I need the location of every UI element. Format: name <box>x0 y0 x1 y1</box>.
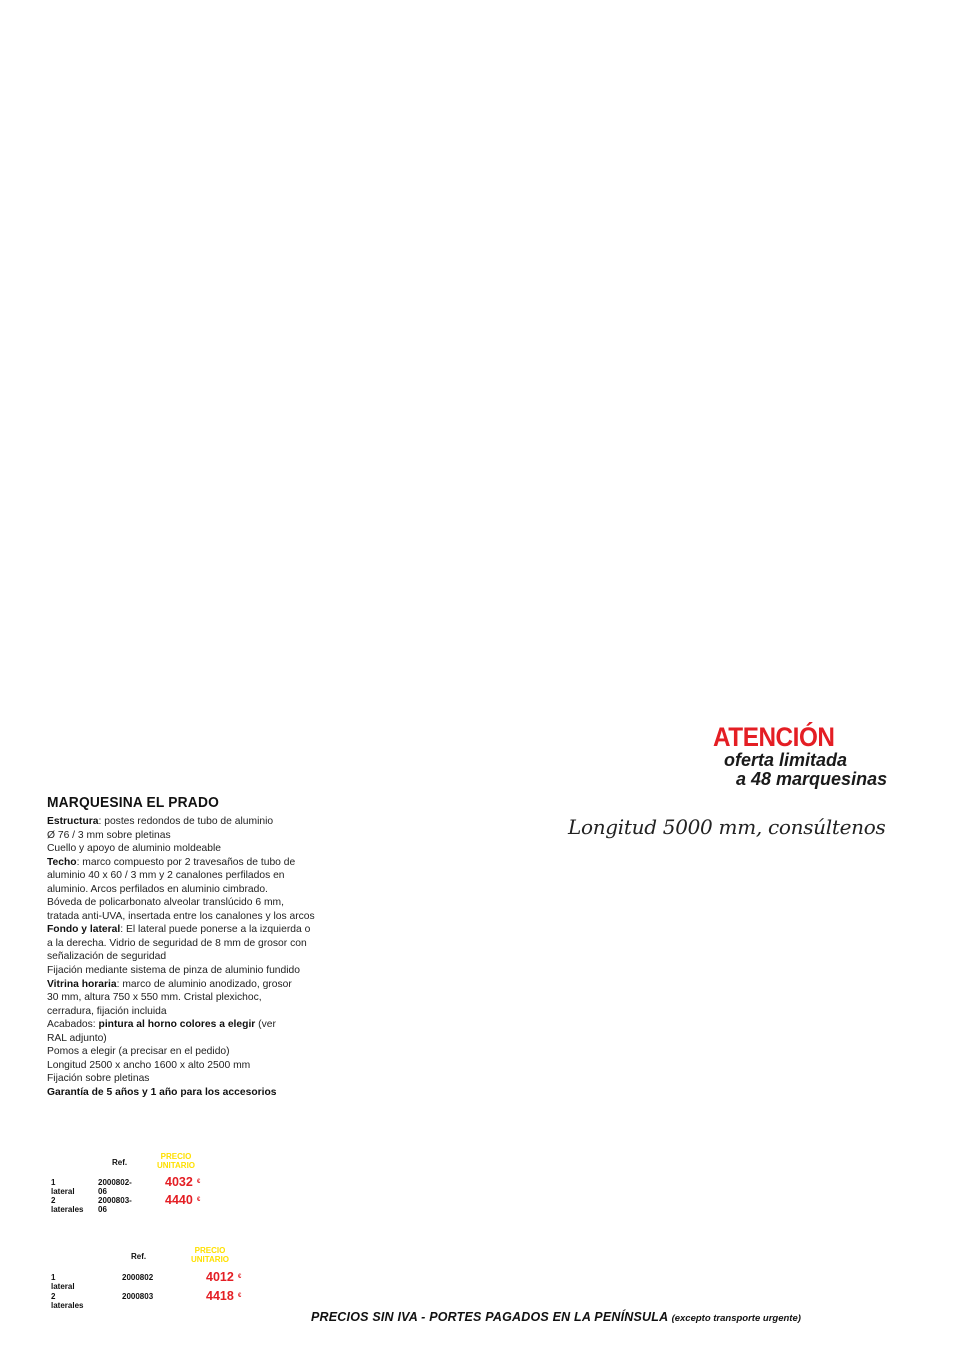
footer-sub: (excepto transporte urgente) <box>671 1313 801 1324</box>
table1-row-2-label: 2 laterales <box>51 1196 84 1214</box>
table1-header-ref: Ref. <box>112 1158 128 1167</box>
description-line <box>47 829 347 843</box>
description-line <box>47 950 347 964</box>
description-line <box>47 991 347 1005</box>
table1-row-2-ref: 2000803-06 <box>98 1196 132 1214</box>
description-text: : marco de aluminio anodizado, grosor <box>116 978 292 990</box>
footer-main: PRECIOS SIN IVA - PORTES PAGADOS EN LA PENÍNSULA <box>311 1310 668 1324</box>
table1-row-1-ref: 2000802-06 <box>98 1178 132 1196</box>
table2-row-1-price: 4012 <box>206 1270 234 1284</box>
description-text: señalización de seguridad <box>47 951 167 963</box>
description-line <box>47 1086 347 1100</box>
description-text: 30 mm, altura 750 x 550 mm. Cristal plexichoc, <box>47 992 262 1004</box>
table1-row-1-label: 1 lateral <box>51 1178 75 1196</box>
description-bold-term: Garantía de 5 años y 1 año para los accesorios <box>47 1086 277 1098</box>
description-text: RAL adjunto) <box>47 1032 107 1044</box>
table2-header-precio-line2: UNITARIO <box>190 1255 230 1264</box>
description-line <box>47 842 347 856</box>
table1-row-1-price: 4032 <box>165 1175 193 1189</box>
table2-row-2-price: 4418 <box>206 1289 234 1303</box>
table1-row-1-currency: € <box>197 1179 201 1185</box>
description-text: tratada anti-UVA, insertada entre los canalones y los arcos <box>47 910 315 922</box>
description-text: Cuello y apoyo de aluminio moldeable <box>47 843 222 855</box>
description-text: Pomos a elegir (a precisar en el pedido) <box>47 1046 230 1058</box>
description-text: cerradura, fijación incluida <box>47 1005 167 1017</box>
table2-row-1-ref: 2000802 <box>122 1273 154 1282</box>
description-line <box>47 964 347 978</box>
atencion-heading: ATENCIÓN <box>713 722 835 752</box>
description-line <box>47 1059 347 1073</box>
description-line <box>47 978 347 992</box>
table1-row-2-currency: € <box>197 1197 201 1203</box>
description-text: : postes redondos de tubo de aluminio <box>98 816 274 827</box>
description-line <box>47 869 347 883</box>
table2-header-precio <box>186 1246 234 1264</box>
description-text: Fijación sobre pletinas <box>47 1073 150 1085</box>
description-line <box>47 856 347 870</box>
table2-row-2-ref: 2000803 <box>122 1292 154 1301</box>
description-text: aluminio. Arcos perfilados en aluminio cimbrado. <box>47 883 268 895</box>
product-description <box>47 815 347 1099</box>
description-line <box>47 1005 347 1019</box>
description-text: a la derecha. Vidrio de seguridad de 8 mm de grosor con <box>47 937 307 949</box>
description-line <box>47 910 347 924</box>
description-line <box>47 896 347 910</box>
description-bold-term: Fondo y lateral <box>47 924 121 936</box>
description-line <box>47 923 347 937</box>
description-line <box>47 937 347 951</box>
description-line <box>47 1045 347 1059</box>
description-text: Ø 76 / 3 mm sobre pletinas <box>47 829 171 841</box>
description-text: Bóveda de policarbonato alveolar translúcido 6 mm, <box>47 897 284 909</box>
description-text: Longitud 2500 x ancho 1600 x alto 2500 mm <box>47 1059 251 1071</box>
table1-row-2-price: 4440 <box>165 1193 193 1207</box>
description-bold-term: Estructura <box>47 816 99 827</box>
description-text: (ver <box>255 1019 276 1031</box>
length-note: Longitud 5000 mm, consúltenos <box>568 815 886 839</box>
table2-row-1-label: 1 lateral <box>51 1273 75 1291</box>
description-bold-term: Techo <box>47 856 77 868</box>
description-bold-term: pintura al horno colores a elegir <box>98 1019 256 1031</box>
description-line <box>47 1072 347 1086</box>
table1-header-precio-line2: UNITARIO <box>156 1161 196 1170</box>
offer-line-1: oferta limitada <box>724 750 848 770</box>
description-text: : marco compuesto por 2 travesaños de tubo de <box>76 856 296 868</box>
table1-header-precio <box>152 1152 200 1170</box>
table2-row-1-currency: € <box>238 1274 242 1280</box>
product-title: MARQUESINA EL PRADO <box>47 795 219 811</box>
table2-row-2-label: 2 laterales <box>51 1292 84 1310</box>
description-line <box>47 1018 347 1032</box>
description-line <box>47 1032 347 1046</box>
description-text: Fijación mediante sistema de pinza de aluminio fundido <box>47 965 300 977</box>
table2-header-ref: Ref. <box>131 1252 147 1261</box>
offer-line-2: a 48 marquesinas <box>736 769 888 789</box>
table2-row-2-currency: € <box>238 1293 242 1299</box>
description-text: aluminio 40 x 60 / 3 mm y 2 canalones perfilados en <box>47 870 285 882</box>
table2-header-precio-line1: PRECIO <box>194 1246 226 1255</box>
description-line <box>47 815 347 829</box>
description-line <box>47 883 347 897</box>
description-bold-term: Vitrina horaria <box>47 978 117 990</box>
description-text: : El lateral puede ponerse a la izquierda o <box>120 924 311 936</box>
footer-note <box>311 1310 801 1324</box>
table1-header-precio-line1: PRECIO <box>160 1152 192 1161</box>
description-text: Acabados: <box>47 1019 99 1031</box>
